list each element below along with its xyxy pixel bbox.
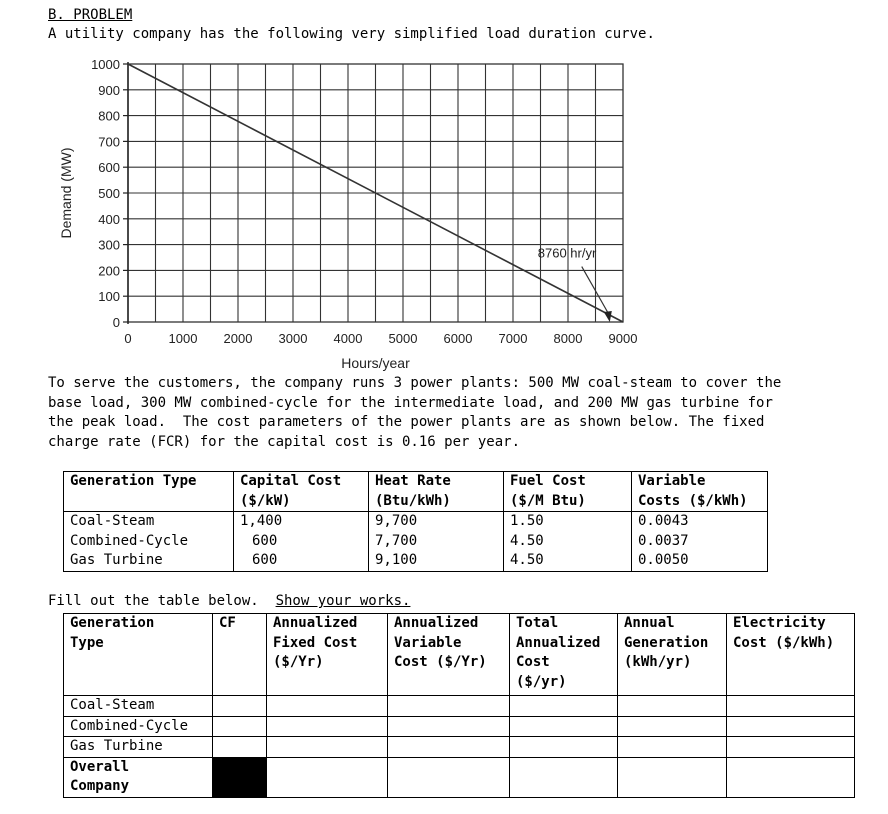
header-text: Costs ($/kWh) (638, 492, 748, 509)
load-duration-chart (0, 0, 888, 372)
x-tick-label: 0 (124, 331, 132, 346)
header-variable-cost (632, 472, 768, 512)
paragraph-line: To serve the customers, the company runs 3 power plants: 500 MW coal-steam to cover the (48, 375, 782, 391)
blank-cell[interactable] (727, 737, 855, 758)
cost-parameters-table (63, 471, 768, 572)
x-tick-label: 2000 (223, 331, 253, 346)
cell-variable: 0.0043 (632, 512, 768, 532)
cell-type: Gas Turbine (64, 551, 234, 571)
header-text: Annualized (273, 615, 358, 631)
problem-paragraph (48, 374, 848, 452)
fill-prompt-text: Fill out the table below. (48, 593, 276, 609)
cell-type: Combined-Cycle (64, 532, 234, 552)
header-text: ($/yr) (516, 673, 567, 690)
header-text: Cost (516, 654, 550, 671)
header-total-annualized-cost (510, 614, 618, 696)
header-text: Annualized (516, 634, 601, 651)
header-annual-generation (618, 614, 727, 696)
x-tick-label: 4000 (333, 331, 363, 346)
cell-heat-rate: 9,700 (369, 512, 504, 532)
cost-table-header (64, 472, 768, 512)
fill-prompt (48, 593, 410, 609)
blank-cell[interactable] (388, 757, 510, 797)
blank-cell[interactable] (267, 716, 388, 737)
header-text: Fixed Cost (273, 634, 358, 651)
blank-cell[interactable] (727, 696, 855, 717)
y-tick-label: 800 (98, 108, 120, 124)
cell-fuel: 4.50 (504, 551, 632, 571)
cell-capital: 600 (234, 551, 369, 571)
annotation-label: 8760 hr/yr (537, 245, 597, 261)
y-tick-label: 100 (98, 289, 120, 305)
y-tick-labels (91, 57, 120, 330)
cell-capital: 1,400 (234, 512, 369, 532)
x-tick-label: 9000 (608, 331, 638, 346)
x-tick-label: 8000 (553, 331, 583, 346)
cell-heat-rate: 7,700 (369, 532, 504, 552)
blank-cell[interactable] (510, 696, 618, 717)
cell-fuel: 4.50 (504, 532, 632, 552)
table-row (64, 716, 855, 737)
table-row (64, 512, 768, 532)
y-tick-label: 600 (98, 160, 120, 176)
y-tick-label: 0 (112, 315, 120, 330)
overall-text: Company (70, 778, 130, 795)
blank-cell[interactable] (727, 757, 855, 797)
header-annualized-fixed-cost (267, 614, 388, 696)
header-text: ($/M Btu) (510, 492, 586, 509)
chart-axes (123, 62, 128, 324)
x-tick-labels (124, 331, 637, 346)
y-tick-label: 1000 (91, 57, 120, 72)
table-row (64, 696, 855, 717)
header-generation-type (64, 614, 213, 696)
y-tick-label: 900 (98, 82, 120, 98)
header-text: Generation (70, 615, 155, 631)
header-text: Fuel Cost (510, 473, 586, 489)
blank-cell[interactable] (618, 716, 727, 737)
header-text: Generation (624, 634, 709, 651)
annotation-arrowhead (604, 311, 612, 322)
table-row (64, 532, 768, 552)
cell-variable: 0.0050 (632, 551, 768, 571)
x-tick-label: 5000 (388, 331, 418, 346)
blacked-out-cell (213, 757, 267, 797)
blank-cell[interactable] (388, 716, 510, 737)
cell-variable: 0.0037 (632, 532, 768, 552)
header-text: (Btu/kWh) (375, 492, 451, 509)
x-tick-label: 1000 (168, 331, 198, 346)
paragraph-line: charge rate (FCR) for the capital cost is 0.16 per year. (48, 433, 521, 450)
cell-capital: 600 (234, 532, 369, 552)
blank-cell[interactable] (388, 696, 510, 717)
cell-type: Coal-Steam (64, 512, 234, 532)
blank-cell[interactable] (267, 696, 388, 717)
table-row (64, 551, 768, 571)
blank-cell[interactable] (618, 737, 727, 758)
blank-cell[interactable] (510, 757, 618, 797)
intro-line: A utility company has the following very simplified load duration curve. (48, 26, 655, 42)
y-axis-label: Demand (MW) (58, 147, 74, 239)
x-axis-label: Hours/year (341, 355, 410, 371)
header-text: Cost ($/kWh) (733, 634, 835, 651)
header-generation-type: Generation Type (64, 472, 234, 512)
header-text: Heat Rate (375, 473, 451, 489)
answer-table-header (64, 614, 855, 696)
x-tick-label: 3000 (278, 331, 308, 346)
header-text: Annual (624, 615, 675, 631)
blank-cell[interactable] (510, 737, 618, 758)
header-electricity-cost (727, 614, 855, 696)
y-tick-label: 500 (98, 186, 120, 201)
section-heading: B. PROBLEM (48, 7, 133, 23)
cell-heat-rate: 9,100 (369, 551, 504, 571)
blank-cell[interactable] (388, 737, 510, 758)
header-fuel-cost (504, 472, 632, 512)
y-tick-label: 400 (98, 211, 120, 227)
blank-cell[interactable] (618, 696, 727, 717)
paragraph-line: base load, 300 MW combined-cycle for the intermediate load, and 200 MW gas turbine for (48, 394, 773, 411)
header-annualized-variable-cost (388, 614, 510, 696)
cell-type-overall (64, 757, 213, 797)
blank-cell[interactable] (213, 716, 267, 737)
blank-cell[interactable] (213, 737, 267, 758)
header-cf: CF (213, 614, 267, 696)
cell-type: Gas Turbine (64, 737, 213, 758)
blank-cell[interactable] (727, 716, 855, 737)
cell-type: Combined-Cycle (64, 716, 213, 737)
header-text: ($/kW) (240, 492, 291, 509)
header-text: ($/Yr) (273, 654, 324, 671)
header-text: Capital Cost (240, 473, 342, 489)
header-text: Electricity (733, 615, 826, 631)
header-text: Variable (638, 473, 706, 489)
blank-cell[interactable] (618, 757, 727, 797)
cell-type: Coal-Steam (64, 696, 213, 717)
cell-fuel: 1.50 (504, 512, 632, 532)
blank-cell[interactable] (510, 716, 618, 737)
header-heat-rate (369, 472, 504, 512)
header-text: (kWh/yr) (624, 654, 692, 671)
overall-text: Overall (70, 758, 130, 775)
blank-cell[interactable] (267, 757, 388, 797)
header-text: Type (70, 634, 104, 651)
header-text: Cost ($/Yr) (394, 654, 487, 671)
blank-cell[interactable] (267, 737, 388, 758)
header-capital-cost (234, 472, 369, 512)
y-tick-label: 300 (98, 237, 120, 253)
table-row (64, 737, 855, 758)
answer-table (63, 613, 855, 798)
blank-cell[interactable] (213, 696, 267, 717)
header-text: Total (516, 615, 559, 631)
x-tick-label: 6000 (443, 331, 473, 346)
header-text: Variable (394, 634, 462, 651)
table-row-overall (64, 757, 855, 797)
fill-prompt-underlined: Show your works. (275, 593, 411, 609)
y-tick-label: 700 (98, 134, 120, 150)
header-text: Annualized (394, 615, 479, 631)
y-tick-label: 200 (98, 263, 120, 279)
paragraph-line: the peak load. The cost parameters of the power plants are as shown below. The fixed (48, 414, 765, 431)
x-tick-label: 7000 (498, 331, 528, 346)
